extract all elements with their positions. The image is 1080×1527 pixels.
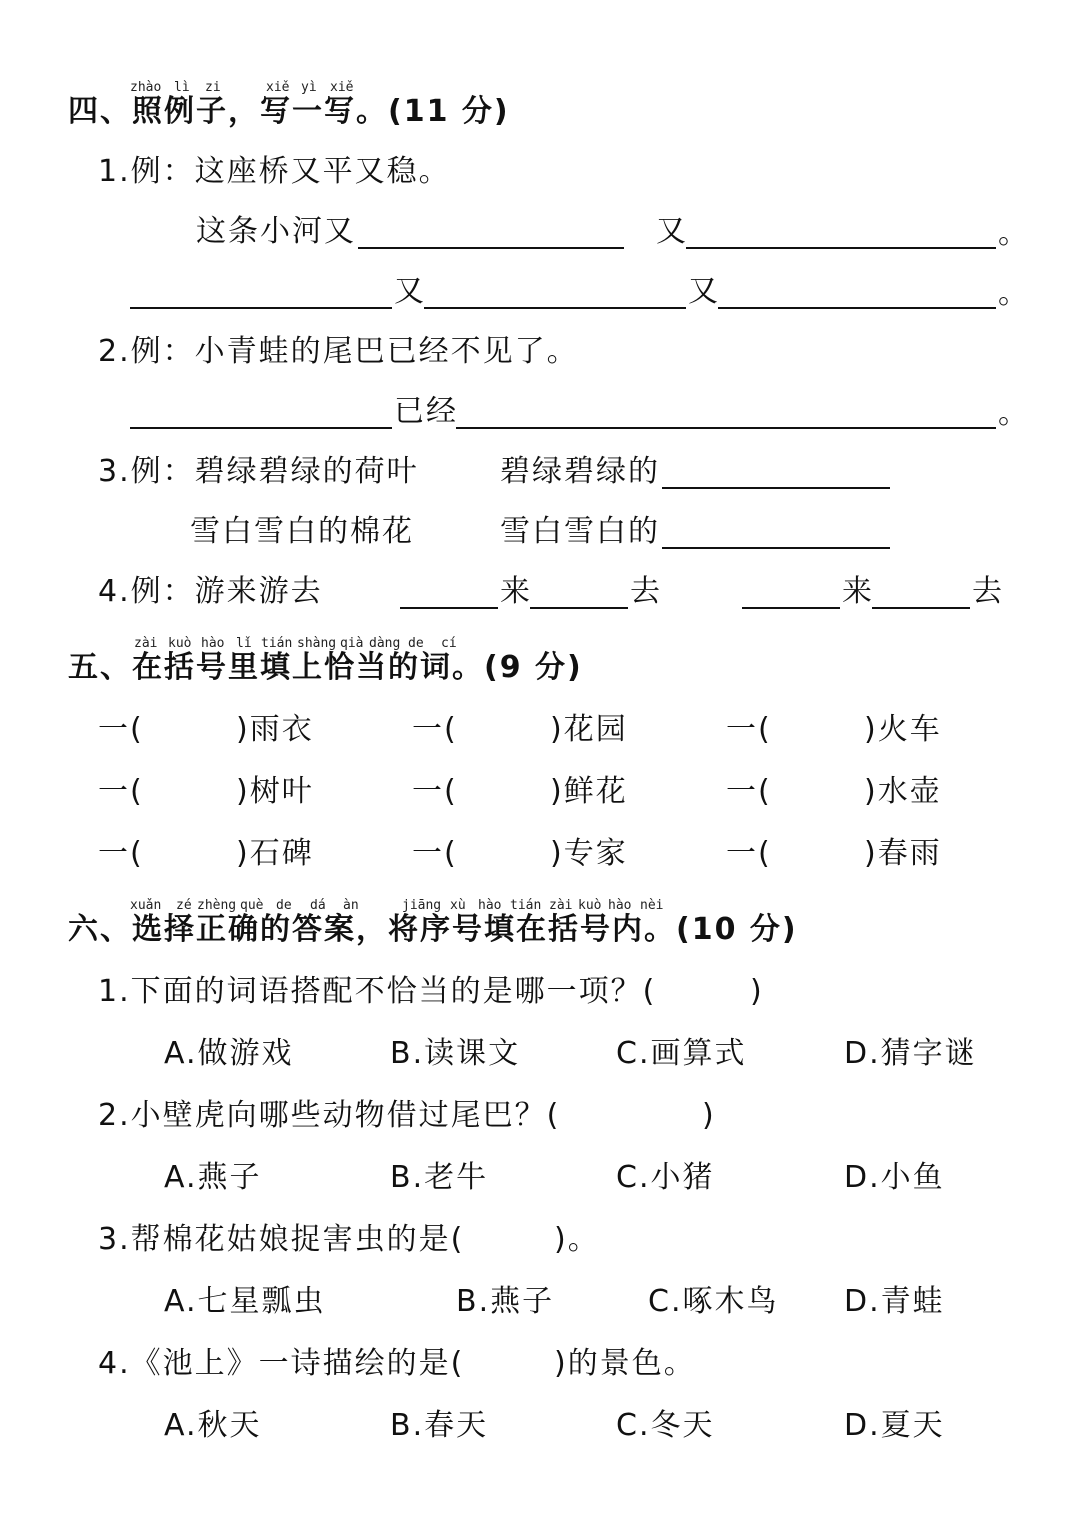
pinyin: dá (310, 898, 326, 913)
option-d[interactable]: D.青蛙 (844, 1284, 945, 1319)
question-text: 去 (630, 574, 662, 609)
fill-suffix: )树叶 (236, 774, 314, 809)
option-b[interactable]: B.老牛 (390, 1160, 489, 1195)
section-title: 六、选择正确的答案，将序号填在括号内。(10 分) (68, 912, 798, 947)
answer-bracket[interactable]: ) (702, 1098, 716, 1133)
pinyin: jiāng (402, 898, 442, 913)
fill-prefix: 一( (726, 836, 772, 871)
option-c[interactable]: C.画算式 (616, 1036, 747, 1071)
option-a[interactable]: A.七星瓢虫 (164, 1284, 326, 1319)
period: 。 (998, 396, 1030, 431)
period: 。 (998, 216, 1030, 251)
pinyin: lǐ (236, 636, 252, 651)
fill-suffix: )石碑 (236, 836, 314, 871)
blank-line[interactable] (130, 427, 392, 429)
question-text: 这条小河又 (196, 214, 356, 249)
pinyin: de (276, 898, 292, 913)
blank-line[interactable] (718, 307, 996, 309)
pinyin: dàng (369, 636, 401, 651)
fill-suffix: )专家 (550, 836, 628, 871)
blank-line[interactable] (130, 307, 392, 309)
pinyin: nèi (640, 898, 664, 913)
blank-line[interactable] (742, 607, 840, 609)
fill-prefix: 一( (98, 712, 144, 747)
answer-bracket[interactable]: ) (750, 974, 764, 1009)
fill-prefix: 一( (412, 712, 458, 747)
question-text: 又 (656, 214, 688, 249)
example-text: 雪白雪白的棉花 (190, 514, 414, 549)
pinyin: de (408, 636, 424, 651)
pinyin: qià (340, 636, 364, 651)
pinyin: shàng (297, 636, 337, 651)
fill-suffix: )鲜花 (550, 774, 628, 809)
question-text: 来 (500, 574, 532, 609)
fill-prefix: 一( (412, 836, 458, 871)
pinyin: kuò (578, 898, 602, 913)
fill-prefix: 一( (726, 712, 772, 747)
question-stem: 1.下面的词语搭配不恰当的是哪一项？( (98, 974, 657, 1009)
option-c[interactable]: C.冬天 (616, 1408, 715, 1443)
blank-line[interactable] (530, 607, 628, 609)
question-text: 雪白雪白的 (500, 514, 660, 549)
option-c[interactable]: C.小猪 (616, 1160, 715, 1195)
fill-prefix: 一( (726, 774, 772, 809)
question-text: 来 (842, 574, 874, 609)
question-text: 去 (972, 574, 1004, 609)
fill-suffix: )火车 (864, 712, 942, 747)
blank-line[interactable] (872, 607, 970, 609)
section-title: 五、在括号里填上恰当的词。(9 分) (68, 650, 583, 685)
fill-prefix: 一( (98, 836, 144, 871)
pinyin: xuǎn (130, 898, 162, 913)
pinyin: tián (261, 636, 293, 651)
pinyin: hào (608, 898, 632, 913)
answer-bracket[interactable]: )。 (554, 1222, 600, 1257)
pinyin: lì (174, 80, 190, 95)
question-text: 已经 (394, 394, 458, 429)
question-stem: 3.帮棉花姑娘捉害虫的是( (98, 1222, 465, 1257)
pinyin: zi (205, 80, 221, 95)
pinyin: hào (478, 898, 502, 913)
option-d[interactable]: D.夏天 (844, 1408, 945, 1443)
pinyin: cí (441, 636, 457, 651)
blank-line[interactable] (686, 247, 996, 249)
option-d[interactable]: D.小鱼 (844, 1160, 945, 1195)
pinyin: xiě (330, 80, 354, 95)
pinyin: xù (450, 898, 466, 913)
option-c[interactable]: C.啄木鸟 (648, 1284, 779, 1319)
example-text: 3.例：碧绿碧绿的荷叶 (98, 454, 419, 489)
pinyin: hào (201, 636, 225, 651)
pinyin: zài (549, 898, 573, 913)
pinyin: zhèng (197, 898, 237, 913)
pinyin: zé (176, 898, 192, 913)
option-a[interactable]: A.做游戏 (164, 1036, 294, 1071)
blank-line[interactable] (424, 307, 686, 309)
question-stem: 4.《池上》一诗描绘的是( (98, 1346, 465, 1381)
pinyin: yì (301, 80, 317, 95)
blank-line[interactable] (456, 427, 996, 429)
question-text: 碧绿碧绿的 (500, 454, 660, 489)
example-text: 4.例：游来游去 (98, 574, 323, 609)
example-text: 1.例：这座桥又平又稳。 (98, 154, 451, 189)
section-title: 四、照例子，写一写。(11 分) (68, 94, 510, 129)
pinyin: àn (343, 898, 359, 913)
blank-line[interactable] (662, 487, 890, 489)
option-a[interactable]: A.秋天 (164, 1408, 262, 1443)
example-text: 2.例：小青蛙的尾巴已经不见了。 (98, 334, 579, 369)
pinyin: zhào (130, 80, 162, 95)
blank-line[interactable] (662, 547, 890, 549)
pinyin: kuò (168, 636, 192, 651)
option-b[interactable]: B.读课文 (390, 1036, 521, 1071)
option-a[interactable]: A.燕子 (164, 1160, 262, 1195)
pinyin: què (240, 898, 264, 913)
fill-suffix: )雨衣 (236, 712, 314, 747)
option-b[interactable]: B.燕子 (456, 1284, 555, 1319)
pinyin: xiě (266, 80, 290, 95)
fill-prefix: 一( (98, 774, 144, 809)
fill-suffix: )春雨 (864, 836, 942, 871)
period: 。 (998, 276, 1030, 311)
question-text: 又 (394, 274, 426, 309)
option-d[interactable]: D.猜字谜 (844, 1036, 977, 1071)
answer-bracket[interactable]: )的景色。 (554, 1346, 696, 1381)
question-stem: 2.小壁虎向哪些动物借过尾巴？( (98, 1098, 561, 1133)
fill-prefix: 一( (412, 774, 458, 809)
pinyin: tián (510, 898, 542, 913)
pinyin: zài (134, 636, 158, 651)
question-text: 又 (688, 274, 720, 309)
fill-suffix: )花园 (550, 712, 628, 747)
option-b[interactable]: B.春天 (390, 1408, 489, 1443)
blank-line[interactable] (400, 607, 498, 609)
fill-suffix: )水壶 (864, 774, 942, 809)
blank-line[interactable] (358, 247, 624, 249)
